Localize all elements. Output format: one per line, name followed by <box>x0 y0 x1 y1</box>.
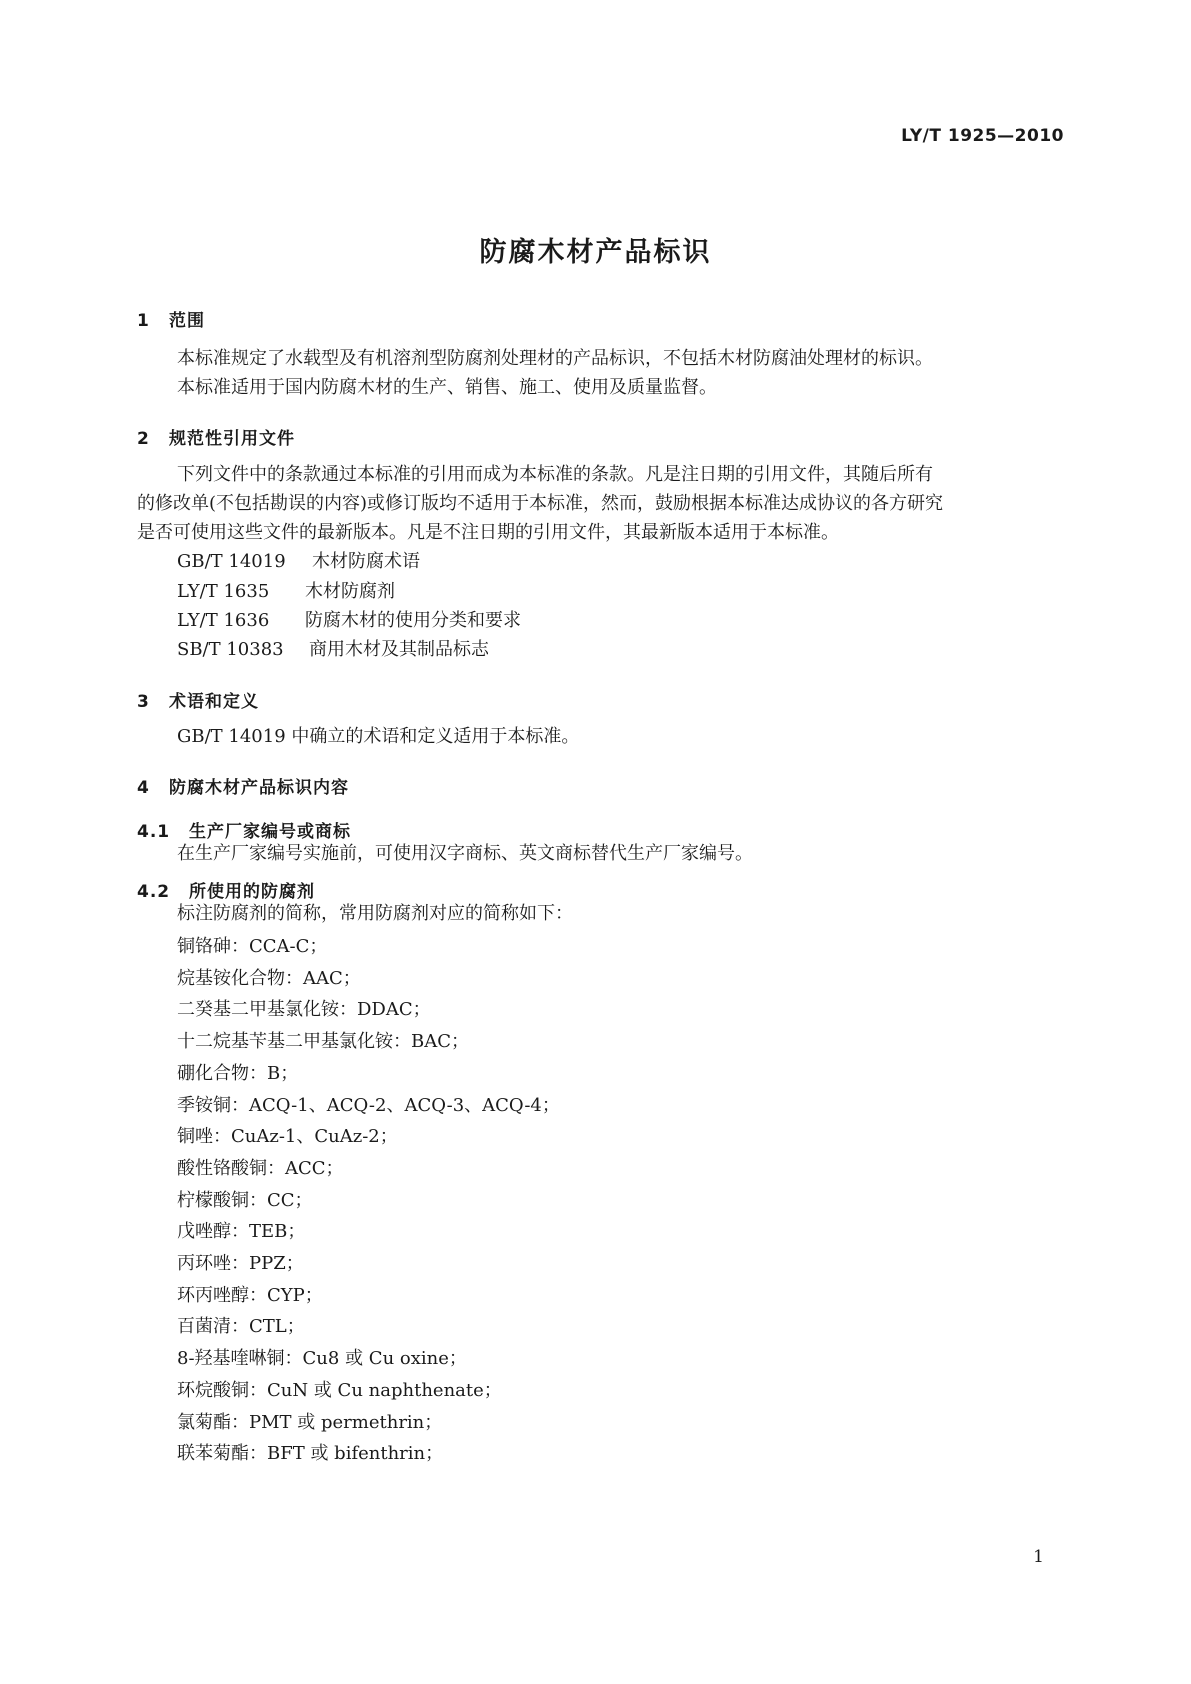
section-4-heading <box>137 773 349 798</box>
reference-code: LY/T 1635 <box>177 581 270 602</box>
section-3-heading <box>137 687 259 712</box>
reference-item <box>177 546 420 577</box>
reference-item <box>177 634 489 665</box>
list-item: 硼化合物：B； <box>177 1062 299 1084</box>
list-item: 铜铬砷：CCA-C； <box>177 936 328 957</box>
references-intro-line-3: 是否可使用这些文件的最新版本。凡是不注日期的引用文件，其最新版本适用于本标准。 <box>137 522 839 543</box>
section-title: 术语和定义 <box>169 692 259 712</box>
reference-name: 木材防腐术语 <box>312 551 420 572</box>
section-number: 1 <box>137 311 150 331</box>
list-item: 环丙唑醇：CYP； <box>177 1284 323 1306</box>
references-intro-line-1: 下列文件中的条款通过本标准的引用而成为本标准的条款。凡是注日期的引用文件，其随后所有 <box>177 464 933 485</box>
subsection-number: 4.2 <box>137 882 171 902</box>
terms-paragraph: GB/T 14019 中确立的术语和定义适用于本标准。 <box>177 726 580 747</box>
list-item: 环烷酸铜：CuN 或 Cu naphthenate； <box>177 1379 502 1401</box>
list-item: 酸性铬酸铜：ACC； <box>177 1157 344 1179</box>
section-1-heading <box>137 306 205 331</box>
list-item: 8-羟基喹啉铜：Cu8 或 Cu oxine； <box>177 1348 467 1370</box>
reference-name: 商用木材及其制品标志 <box>309 639 489 660</box>
list-item: 百菌清：CTL； <box>177 1316 305 1338</box>
reference-code: LY/T 1636 <box>177 610 270 631</box>
section-number: 2 <box>137 429 150 449</box>
list-item: 十二烷基苄基二甲基氯化铵：BAC； <box>177 1031 469 1053</box>
subsection-title: 生产厂家编号或商标 <box>189 822 351 842</box>
reference-code: GB/T 14019 <box>177 551 286 572</box>
list-item: 氯菊酯：PMT 或 permethrin； <box>177 1411 443 1433</box>
standard-code: LY/T 1925—2010 <box>901 126 1064 146</box>
preservative-list <box>177 931 560 1470</box>
reference-item <box>177 576 395 607</box>
section-number: 3 <box>137 692 150 712</box>
list-item: 丙环唑：PPZ； <box>177 1253 304 1275</box>
subsection-number: 4.1 <box>137 822 171 842</box>
section-number: 4 <box>137 778 150 798</box>
list-item: 季铵铜：ACQ-1、ACQ-2、ACQ-3、ACQ-4； <box>177 1094 560 1116</box>
reference-name: 防腐木材的使用分类和要求 <box>305 610 521 631</box>
list-item: 烷基铵化合物：AAC； <box>177 967 361 989</box>
section-title: 规范性引用文件 <box>169 429 295 449</box>
scope-paragraph-1: 本标准规定了水载型及有机溶剂型防腐剂处理材的产品标识，不包括木材防腐油处理材的标识。 <box>177 348 933 369</box>
section-2-heading <box>137 424 295 449</box>
section-title: 范围 <box>169 311 205 331</box>
document-title: 防腐木材产品标识 <box>479 237 712 268</box>
subsection-4-1-text: 在生产厂家编号实施前，可使用汉字商标、英文商标替代生产厂家编号。 <box>177 843 753 864</box>
preservative-list-intro: 标注防腐剂的简称，常用防腐剂对应的简称如下： <box>177 903 573 924</box>
list-item: 铜唑：CuAz-1、CuAz-2； <box>177 1126 398 1148</box>
list-item: 柠檬酸铜：CC； <box>177 1189 313 1211</box>
scope-paragraph-2: 本标准适用于国内防腐木材的生产、销售、施工、使用及质量监督。 <box>177 377 717 398</box>
list-item: 联苯菊酯：BFT 或 bifenthrin； <box>177 1443 444 1465</box>
section-title: 防腐木材产品标识内容 <box>169 778 349 798</box>
references-intro-line-2: 的修改单(不包括勘误的内容)或修订版均不适用于本标准，然而，鼓励根据本标准达成协议的各方研究 <box>137 493 944 514</box>
list-item: 二癸基二甲基氯化铵：DDAC； <box>177 999 431 1021</box>
reference-item <box>177 605 521 636</box>
list-item: 戊唑醇：TEB； <box>177 1221 306 1243</box>
page-number: 1 <box>1033 1547 1044 1567</box>
subsection-title: 所使用的防腐剂 <box>189 882 315 902</box>
reference-name: 木材防腐剂 <box>305 581 395 602</box>
reference-code: SB/T 10383 <box>177 639 284 660</box>
